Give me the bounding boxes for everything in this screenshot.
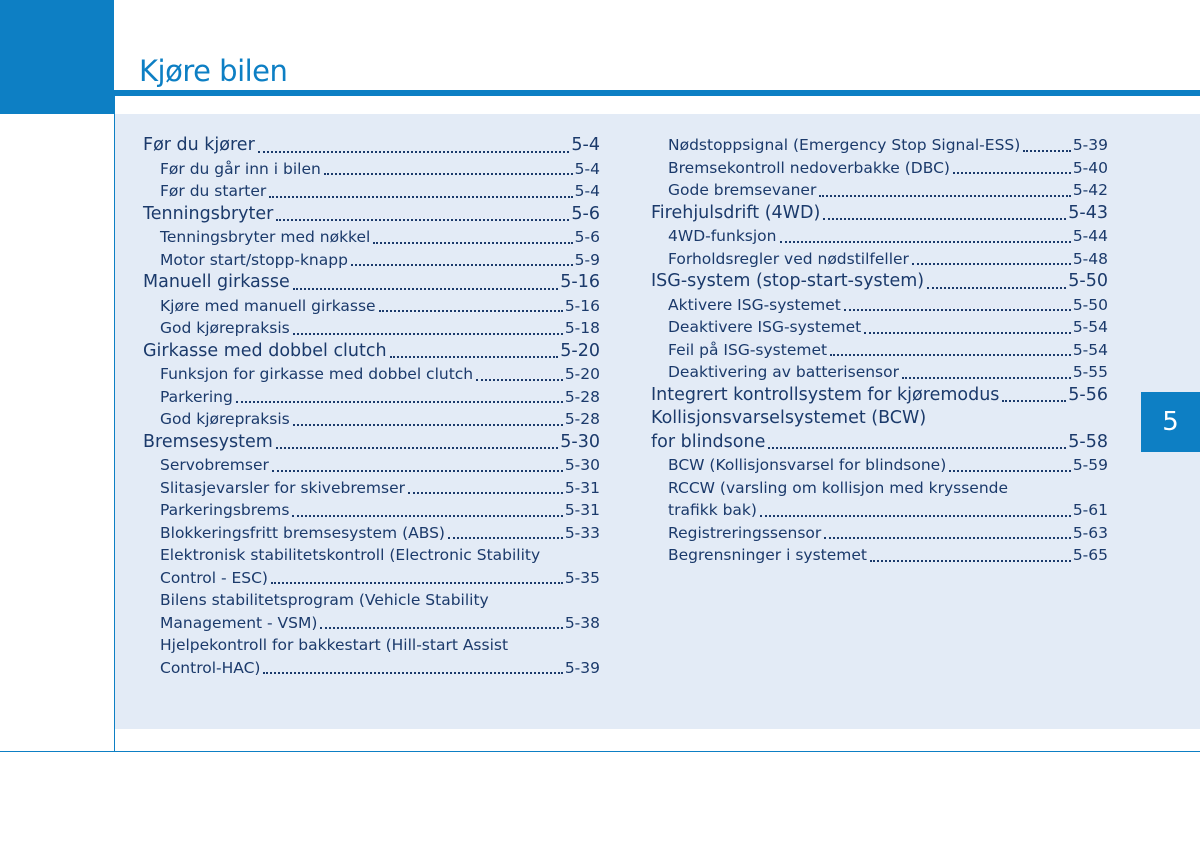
toc-subsection-entry[interactable] [651, 225, 1108, 248]
toc-entry-title: Bremsekontroll nedoverbakke (DBC) [668, 158, 950, 177]
toc-section-entry[interactable] [651, 270, 1108, 294]
toc-subsection-entry[interactable] [143, 454, 600, 477]
toc-subsection-entry[interactable] [651, 361, 1108, 384]
dot-leader [824, 537, 1071, 539]
toc-entry-title: Tenningsbryter med nøkkel [160, 228, 371, 246]
toc-subsection-entry[interactable] [143, 612, 600, 635]
toc-entry-page: 5-39 [564, 658, 600, 677]
footer-rule [0, 751, 1200, 752]
toc-entry-page: 5-56 [1068, 384, 1108, 405]
toc-entry-page: 5-50 [1072, 295, 1108, 314]
dot-leader [927, 287, 1066, 289]
toc-entry-title: Nødstoppsignal (Emergency Stop Signal-ESS) [668, 136, 1021, 154]
toc-entry-title: Motor start/stopp-knapp [160, 250, 348, 269]
toc-subsection-entry[interactable] [143, 249, 600, 272]
dot-leader [912, 263, 1071, 265]
toc-entry-page: 5-31 [564, 478, 600, 497]
dot-leader [379, 310, 563, 312]
toc-subsection-entry[interactable] [651, 499, 1108, 522]
dot-leader [271, 582, 563, 584]
toc-entry-page: 5-59 [1072, 456, 1108, 474]
toc-entry-title: Firehjulsdrift (4WD) [651, 202, 821, 223]
toc-entry-title: 4WD-funksjon [668, 227, 777, 245]
toc-entry-title: Blokkeringsfritt bremsesystem (ABS) [160, 523, 445, 542]
toc-entry-page: 5-30 [564, 456, 600, 474]
toc-entry-title: Registreringssensor [668, 523, 822, 542]
toc-subsection-entry[interactable] [651, 134, 1108, 157]
toc-entry-title: Slitasjevarsler for skivebremser [160, 478, 406, 497]
toc-section-entry[interactable] [143, 203, 600, 227]
dot-leader [293, 333, 563, 335]
toc-subsection-entry[interactable] [651, 179, 1108, 202]
toc-subsection-entry[interactable] [651, 454, 1108, 477]
dot-leader [263, 672, 562, 674]
toc-section-entry[interactable] [651, 384, 1108, 408]
toc-subsection-entry[interactable] [143, 158, 600, 181]
dot-leader [476, 379, 563, 381]
toc-entry-page: 5-35 [564, 568, 600, 587]
toc-entry-page: 5-6 [571, 203, 600, 224]
toc-subsection-entry[interactable] [143, 408, 600, 431]
toc-entry-page: 5-39 [1072, 136, 1108, 154]
toc-entry-title: God kjørepraksis [160, 410, 290, 428]
toc-entry-page: 5-42 [1072, 181, 1108, 199]
toc-entry-title: Funksjon for girkasse med dobbel clutch [160, 365, 474, 383]
dot-leader [819, 195, 1070, 197]
toc-entry-title: RCCW (varsling om kollisjon med kryssende [668, 478, 1009, 497]
toc-subsection-entry[interactable] [143, 477, 600, 500]
toc-subsection-entry[interactable] [651, 522, 1108, 545]
dot-leader [293, 288, 559, 290]
dot-leader [448, 537, 563, 539]
toc-entry-page: 5-31 [564, 501, 600, 519]
dot-leader [949, 470, 1071, 472]
toc-section-entry[interactable] [143, 431, 600, 455]
toc-entry-page: 5-43 [1068, 202, 1108, 223]
toc-entry-title: Elektronisk stabilitetskontroll (Electronic Stability [160, 546, 541, 564]
dot-leader [953, 172, 1071, 174]
toc-entry-page: 5-28 [564, 410, 600, 428]
toc-subsection-entry[interactable] [143, 634, 600, 657]
toc-entry-title: Bilens stabilitetsprogram (Vehicle Stability [160, 591, 489, 609]
dot-leader [902, 377, 1071, 379]
toc-entry-title: Før du starter [160, 182, 267, 200]
dot-leader [276, 219, 569, 221]
toc-entry-title: trafikk bak) [668, 501, 757, 519]
toc-subsection-entry[interactable] [651, 157, 1108, 180]
dot-leader [760, 515, 1071, 517]
dot-leader [292, 515, 562, 517]
toc-entry-title: for blindsone [651, 431, 766, 452]
toc-entry-title: Kollisjonsvarselsystemet (BCW) [651, 408, 927, 428]
page-title: Kjøre bilen [139, 54, 288, 88]
toc-entry-page: 5-65 [1072, 546, 1108, 564]
dot-leader [276, 447, 559, 449]
toc-subsection-entry[interactable] [143, 295, 600, 318]
toc-subsection-entry[interactable] [651, 544, 1108, 567]
toc-section-entry[interactable] [143, 134, 600, 158]
toc-entry-page: 5-40 [1072, 158, 1108, 177]
toc-section-entry[interactable] [651, 407, 1108, 431]
toc-entry-title: Bremsesystem [143, 431, 273, 452]
toc-entry-title: Gode bremsevaner [668, 181, 817, 199]
toc-subsection-entry[interactable] [143, 544, 600, 567]
toc-entry-page: 5-16 [560, 272, 600, 292]
toc-section-entry[interactable] [651, 431, 1108, 455]
dot-leader [373, 242, 572, 244]
toc-entry-title: Manuell girkasse [143, 272, 290, 292]
dot-leader [870, 560, 1071, 562]
toc-entry-title: Servobremser [160, 456, 269, 474]
toc-section-entry[interactable] [143, 271, 600, 295]
header-rule [114, 90, 1200, 96]
toc-entry-title: Parkeringsbrems [160, 501, 290, 519]
toc-entry-page: 5-38 [564, 613, 600, 632]
toc-entry-page: 5-28 [564, 387, 600, 406]
toc-subsection-entry[interactable] [143, 317, 600, 340]
dot-leader [1002, 400, 1066, 402]
toc-entry-page: 5-20 [564, 365, 600, 383]
toc-entry-page: 5-30 [560, 431, 600, 452]
toc-entry-title: Før du går inn i bilen [160, 159, 321, 178]
toc-entry-title: Kjøre med manuell girkasse [160, 296, 376, 315]
dot-leader [390, 356, 559, 358]
toc-subsection-entry[interactable] [143, 657, 600, 680]
toc-entry-title: Control - ESC) [160, 568, 268, 587]
toc-entry-title: BCW (Kollisjonsvarsel for blindsone) [668, 456, 947, 474]
dot-leader [780, 241, 1071, 243]
toc-entry-page: 5-63 [1072, 523, 1108, 542]
dot-leader [768, 447, 1066, 449]
toc-entry-title: Parkering [160, 387, 233, 406]
chapter-tab[interactable]: 5 [1141, 392, 1200, 452]
dot-leader [351, 264, 573, 266]
toc-entry-title: Tenningsbryter [143, 203, 274, 224]
toc-entry-page: 5-9 [574, 250, 600, 269]
toc-subsection-entry[interactable] [143, 180, 600, 203]
toc-entry-page: 5-20 [560, 340, 600, 361]
toc-subsection-entry[interactable] [651, 248, 1108, 271]
toc-entry-title: Før du kjører [143, 135, 255, 155]
dot-leader [823, 218, 1066, 220]
toc-entry-title: Integrert kontrollsystem for kjøremodus [651, 384, 1000, 405]
toc-entry-page: 5-54 [1072, 340, 1108, 359]
toc-column-left [143, 134, 600, 679]
toc-section-entry[interactable] [651, 202, 1108, 226]
toc-entry-page: 5-58 [1068, 431, 1108, 452]
toc-entry-page: 5-48 [1072, 249, 1108, 268]
dot-leader [272, 470, 563, 472]
toc-subsection-entry[interactable] [651, 339, 1108, 362]
toc-entry-title: Aktivere ISG-systemet [668, 295, 841, 314]
toc-entry-title: Deaktivering av batterisensor [668, 363, 899, 381]
dot-leader [236, 401, 563, 403]
toc-entry-page: 5-4 [574, 159, 600, 178]
toc-subsection-entry[interactable] [143, 567, 600, 590]
dot-leader [320, 627, 562, 629]
toc-entry-title: Management - VSM) [160, 613, 318, 632]
toc-subsection-entry[interactable] [143, 363, 600, 386]
dot-leader [324, 173, 573, 175]
toc-subsection-entry[interactable] [143, 226, 600, 249]
dot-leader [830, 354, 1071, 356]
toc-subsection-entry[interactable] [143, 499, 600, 522]
dot-leader [293, 424, 563, 426]
toc-entry-page: 5-33 [564, 523, 600, 542]
toc-entry-title: Begrensninger i systemet [668, 546, 867, 564]
toc-entry-title: Deaktivere ISG-systemet [668, 318, 862, 336]
toc-entry-title: Control-HAC) [160, 658, 261, 677]
toc-subsection-entry[interactable] [651, 294, 1108, 317]
toc-subsection-entry[interactable] [651, 477, 1108, 500]
dot-leader [864, 332, 1071, 334]
toc-entry-page: 5-16 [564, 296, 600, 315]
toc-entry-page: 5-44 [1072, 227, 1108, 245]
toc-entry-page: 5-55 [1072, 363, 1108, 381]
toc-entry-page: 5-54 [1072, 318, 1108, 336]
toc-entry-page: 5-18 [564, 319, 600, 337]
dot-leader [408, 492, 563, 494]
corner-color-block [0, 0, 114, 114]
toc-entry-page: 5-4 [571, 135, 600, 155]
toc-entry-page: 5-50 [1068, 271, 1108, 291]
toc-subsection-entry[interactable] [143, 589, 600, 612]
toc-entry-page: 5-6 [574, 228, 600, 246]
toc-entry-title: God kjørepraksis [160, 319, 290, 337]
toc-entry-title: Feil på ISG-systemet [668, 340, 828, 359]
toc-entry-page: 5-61 [1072, 501, 1108, 519]
left-margin-rule [114, 96, 115, 752]
toc-column-right [651, 134, 1108, 567]
dot-leader [269, 196, 572, 198]
toc-entry-title: Girkasse med dobbel clutch [143, 340, 387, 361]
toc-entry-title: Hjelpekontroll for bakkestart (Hill-start Assist [160, 636, 509, 654]
dot-leader [258, 151, 570, 153]
toc-entry-title: Forholdsregler ved nødstilfeller [668, 249, 909, 268]
toc-subsection-entry[interactable] [143, 386, 600, 409]
dot-leader [1023, 150, 1071, 152]
toc-subsection-entry[interactable] [143, 522, 600, 545]
toc-subsection-entry[interactable] [651, 316, 1108, 339]
toc-entry-title: ISG-system (stop-start-system) [651, 271, 925, 291]
dot-leader [844, 309, 1071, 311]
toc-entry-page: 5-4 [574, 182, 600, 200]
toc-section-entry[interactable] [143, 340, 600, 364]
